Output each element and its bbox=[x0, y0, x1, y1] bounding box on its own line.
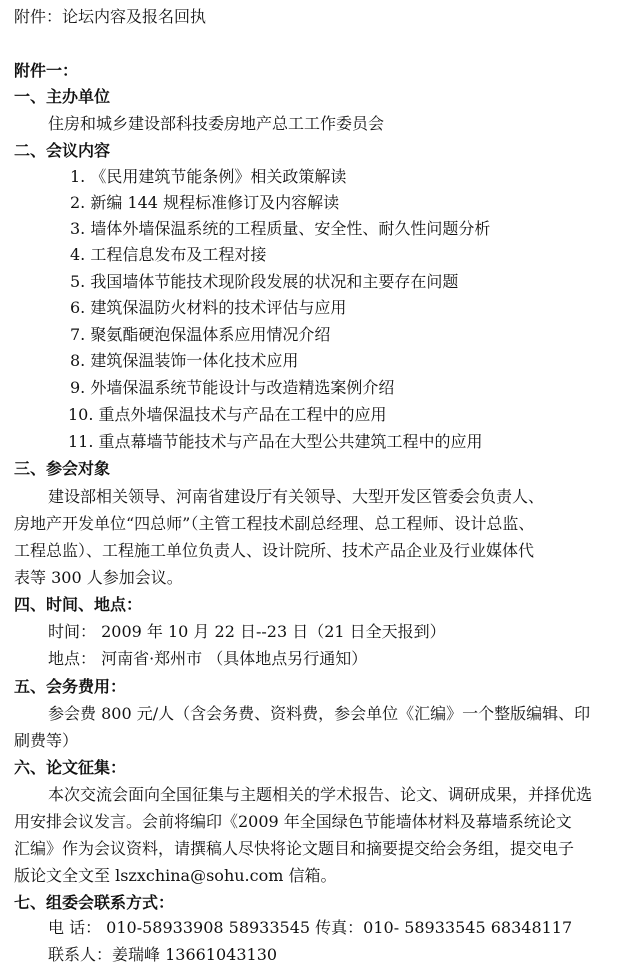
paragraph-line: 表等 300 人参加会议。 bbox=[14, 568, 183, 587]
paragraph-line: 用安排会议发言。会前将编印《2009 年全国绿色节能墙体材料及幕墙系统论文 bbox=[14, 812, 572, 831]
section-3-heading: 三、参会对象 bbox=[14, 459, 111, 478]
section-4-heading: 四、时间、地点： bbox=[14, 595, 143, 614]
section-1-heading: 一、主办单位 bbox=[14, 87, 111, 106]
agenda-item: 1. 《民用建筑节能条例》相关政策解读 bbox=[70, 167, 347, 186]
paragraph-line: 本次交流会面向全国征集与主题相关的学术报告、论文、调研成果，并择优选 bbox=[48, 785, 593, 804]
meeting-place: 地点： 河南省·郑州市 （具体地点另行通知） bbox=[48, 649, 368, 668]
section-2-heading: 二、会议内容 bbox=[14, 141, 111, 160]
agenda-item: 4. 工程信息发布及工程对接 bbox=[70, 245, 267, 264]
attachment-label: 附件一： bbox=[14, 61, 79, 80]
paragraph-line: 刷费等） bbox=[14, 731, 79, 750]
agenda-item: 6. 建筑保温防火材料的技术评估与应用 bbox=[70, 298, 347, 317]
paragraph-line: 版论文全文至 lszxchina@sohu.com 信箱。 bbox=[14, 866, 337, 885]
agenda-item: 5. 我国墙体节能技术现阶段发展的状况和主要存在问题 bbox=[70, 272, 459, 291]
agenda-item: 2. 新编 144 规程标准修订及内容解读 bbox=[70, 193, 340, 212]
agenda-item: 9. 外墙保温系统节能设计与改造精选案例介绍 bbox=[70, 378, 395, 397]
paragraph-line: 汇编》作为会议资料，请撰稿人尽快将论文题目和摘要提交给会务组，提交电子 bbox=[14, 839, 575, 858]
agenda-item: 3. 墙体外墙保温系统的工程质量、安全性、耐久性问题分析 bbox=[70, 219, 491, 238]
contact-person: 联系人：姜瑞峰 13661043130 bbox=[48, 945, 278, 964]
section-6-heading: 六、论文征集： bbox=[14, 758, 127, 777]
paragraph-line: 工程总监）、工程施工单位负责人、设计院所、技术产品企业及行业媒体代 bbox=[14, 541, 535, 560]
paragraph-line: 房地产开发单位“四总师”（主管工程技术副总经理、总工程师、设计总监、 bbox=[14, 514, 535, 533]
section-1-text: 住房和城乡建设部科技委房地产总工工作委员会 bbox=[48, 114, 385, 133]
section-7-heading: 七、组委会联系方式： bbox=[14, 893, 175, 912]
paragraph-line: 建设部相关领导、河南省建设厅有关领导、大型开发区管委会负责人、 bbox=[48, 487, 545, 506]
paragraph-line: 参会费 800 元/人（含会务费、资料费，参会单位《汇编》一个整版编辑、印 bbox=[48, 704, 591, 723]
agenda-item: 8. 建筑保温装饰一体化技术应用 bbox=[70, 351, 299, 370]
agenda-item: 11. 重点幕墙节能技术与产品在大型公共建筑工程中的应用 bbox=[68, 432, 483, 451]
section-5-heading: 五、会务费用： bbox=[14, 677, 127, 696]
agenda-item: 10. 重点外墙保温技术与产品在工程中的应用 bbox=[68, 405, 387, 424]
meeting-time: 时间： 2009 年 10 月 22 日--23 日（21 日全天报到） bbox=[48, 622, 446, 641]
page-header: 附件：论坛内容及报名回执 bbox=[14, 7, 207, 26]
agenda-item: 7. 聚氨酯硬泡保温体系应用情况介绍 bbox=[70, 325, 331, 344]
contact-phone-fax: 电 话： 010-58933908 58933545 传真：010- 58933545 68348117 bbox=[48, 918, 573, 937]
